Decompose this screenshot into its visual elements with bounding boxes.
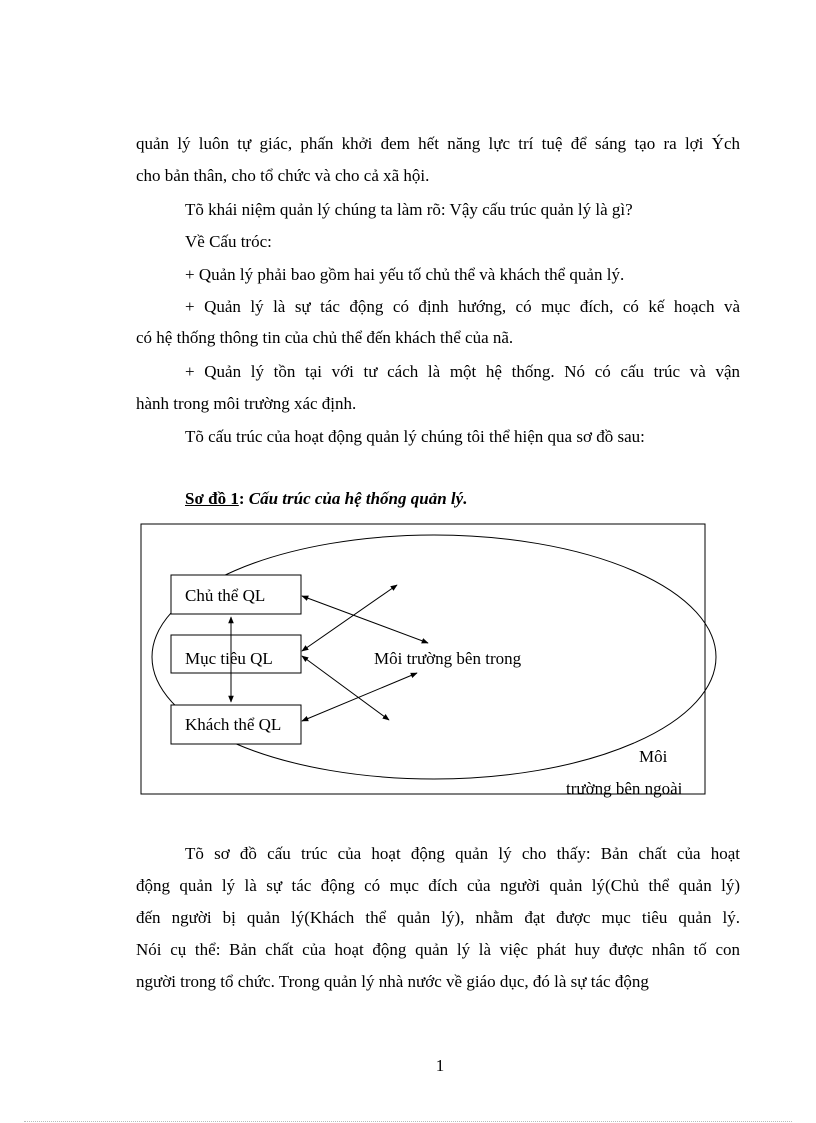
body-line: có hệ thống thông tin của chủ thể đến khách thể của nã. — [136, 328, 514, 347]
box-goal-label: Mục tiêu QL — [185, 649, 273, 668]
arrow-goal-upper — [302, 585, 397, 651]
body-line: Tõ khái niệm quản lý chúng ta làm rõ: Vậy cấu trúc quản lý là gì? — [185, 200, 633, 219]
body-line: Về Cấu tróc: — [185, 232, 272, 251]
body-line: + Quản lý tồn tại với tư cách là một hệ thống. Nó có cấu trúc và vận — [185, 362, 740, 381]
body-line: quản lý luôn tự giác, phấn khởi đem hết năng lực trí tuệ để sáng tạo ra lợi Ých — [136, 134, 740, 153]
inner-environment-label: Môi trường bên trong — [374, 649, 522, 668]
page-number: 1 — [435, 1056, 445, 1075]
body-line: + Quản lý phải bao gồm hai yếu tố chủ thể và khách thể quản lý. — [185, 265, 625, 284]
body-line: đến người bị quản lý(Khách thể quản lý), nhằm đạt được mục tiêu quản lý. — [136, 908, 740, 927]
footer-divider — [24, 1121, 792, 1122]
arrow-object-inner — [302, 673, 417, 721]
body-line: người trong tổ chức. Trong quản lý nhà nước về giáo dục, đó là sự tác động — [136, 972, 649, 991]
box-object-label: Khách thể QL — [185, 715, 282, 734]
caption-separator: : — [238, 489, 249, 508]
outer-environment-label-1: Môi — [639, 747, 668, 766]
body-line: hành trong môi trường xác định. — [136, 394, 357, 413]
body-line: Tõ cấu trúc của hoạt động quản lý chúng tôi thể hiện qua sơ đồ sau: — [185, 427, 645, 446]
body-line: Nói cụ thể: Bản chất của hoạt động quản lý là việc phát huy được nhân tố con — [136, 940, 740, 959]
body-line: cho bản thân, cho tổ chức và cho cả xã hội. — [136, 166, 430, 185]
caption-label: Sơ đồ 1 — [185, 489, 239, 508]
body-line: động quản lý là sự tác động có mục đích của người quản lý(Chủ thể quản lý) — [136, 876, 740, 895]
caption-title: Cấu trúc của hệ thống quản lý. — [248, 489, 468, 508]
box-subject-label: Chủ thể QL — [185, 586, 266, 605]
body-line: + Quản lý là sự tác động có định hướng, có mục đích, có kế hoạch và — [185, 297, 740, 316]
body-line: Tõ sơ đồ cấu trúc của hoạt động quản lý cho thấy: Bản chất của hoạt — [185, 844, 740, 863]
arrow-subject-inner — [302, 596, 428, 643]
outer-environment-label-2: trường bên ngoài — [566, 779, 683, 798]
